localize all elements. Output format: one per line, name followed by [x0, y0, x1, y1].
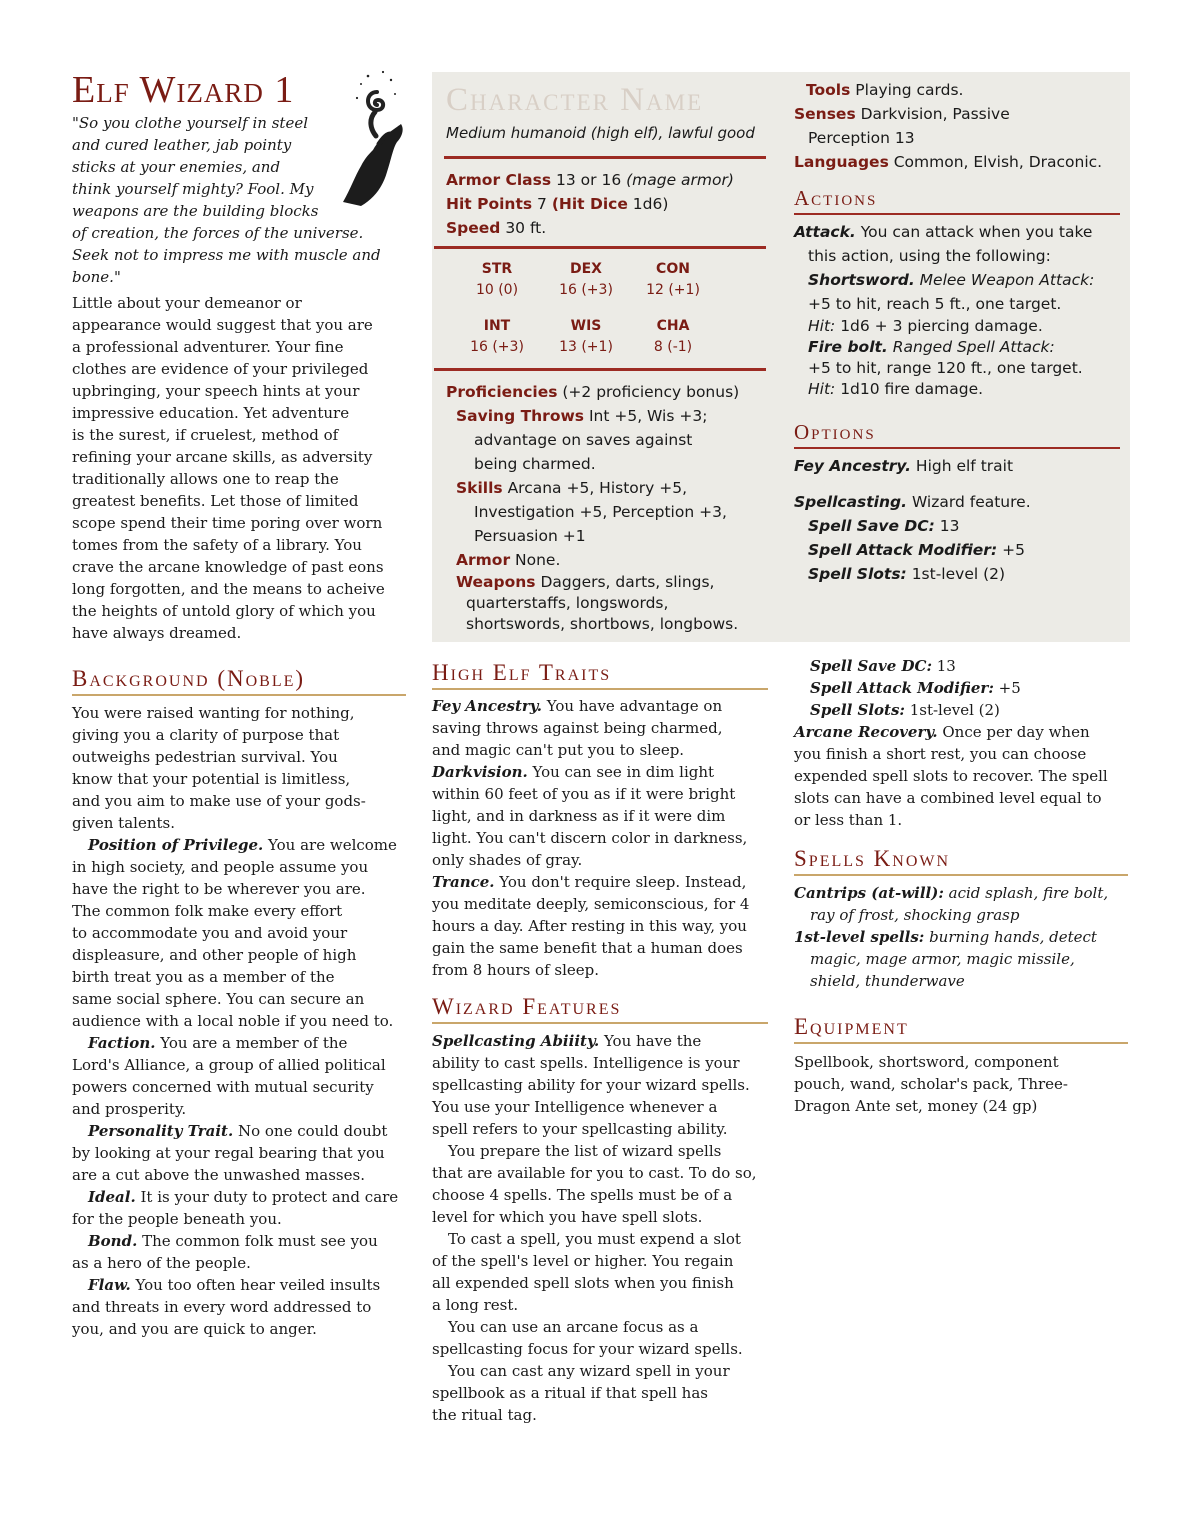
- saves-label: Saving Throws: [456, 407, 585, 425]
- ability-name: WIS: [570, 318, 602, 334]
- equipment-section: [794, 1051, 1134, 1117]
- skills-label: Skills: [456, 479, 503, 497]
- bond-label: Bond.: [88, 1232, 138, 1250]
- quote-line: "So you clothe yourself in steel: [72, 114, 309, 132]
- text-line: powers concerned with mutual security: [72, 1078, 374, 1096]
- trait-line: [72, 1120, 412, 1142]
- text-line: in high society, and people assume you: [72, 858, 369, 876]
- cantrips-line: [794, 882, 1134, 904]
- text-line: birth treat you as a member of the: [72, 968, 335, 986]
- ideal-text: It is your duty to protect and care: [135, 1188, 399, 1206]
- ability-score: 16 (+3): [559, 282, 613, 298]
- spell-slots-label: Spell Slots:: [808, 565, 907, 583]
- text-line: all expended spell slots when you finish: [432, 1274, 734, 1292]
- weapons-label: Weapons: [456, 573, 536, 591]
- shortsword-type: Melee Weapon Attack:: [914, 271, 1095, 289]
- ac-value: 13 or 16: [551, 171, 627, 189]
- ability-score: 16 (+3): [470, 339, 524, 355]
- spells-known-heading: Spells Known: [794, 846, 1128, 876]
- proficiencies: [446, 380, 739, 635]
- intro-paragraph: [72, 292, 412, 644]
- quote-line: Seek not to impress me with muscle and: [72, 246, 381, 264]
- first-level-list: burning hands, detect: [924, 928, 1097, 946]
- spell-slots-value: 1st-level (2): [906, 565, 1006, 583]
- text-line: and prosperity.: [72, 1100, 187, 1118]
- ability-str: [452, 258, 542, 300]
- attack-text: You can attack when you take: [855, 223, 1093, 241]
- text-line: this action, using the following:: [808, 247, 1051, 265]
- speed-value: 30 ft.: [500, 219, 547, 237]
- ability-name: STR: [481, 261, 513, 277]
- trait-text: No one could doubt: [233, 1122, 388, 1140]
- privilege-line: [72, 834, 412, 856]
- text-line: same social sphere. You can secure an: [72, 990, 365, 1008]
- darkvision-line: [432, 761, 772, 783]
- text-line: a long rest.: [432, 1296, 519, 1314]
- text-line: +5 to hit, range 120 ft., one target.: [808, 359, 1083, 377]
- spell-dc-value: 13: [934, 517, 960, 535]
- quote-line: think yourself mighty? Fool. My: [72, 180, 314, 198]
- spellcasting-continued: [794, 655, 1134, 831]
- darkvision-label: Darkvision.: [432, 763, 528, 781]
- privilege-label: Position of Privilege.: [88, 836, 264, 854]
- firebolt-line: [794, 337, 1094, 358]
- ability-name: INT: [483, 318, 511, 334]
- text-line: audience with a local noble if you need to.: [72, 1012, 394, 1030]
- spellcasting-ability-label: Spellcasting Abiiity.: [432, 1032, 600, 1050]
- text-line: is the surest, if cruelest, method of: [72, 426, 339, 444]
- text-line: traditionally allows one to reap the: [72, 470, 339, 488]
- attack-line: [794, 220, 1094, 244]
- ideal-label: Ideal.: [88, 1188, 136, 1206]
- text-line: gain the same benefit that a human does: [432, 939, 743, 957]
- quote-line: bone.": [72, 268, 121, 286]
- ideal-line: [72, 1186, 412, 1208]
- armor-line: [446, 548, 739, 572]
- ability-name: DEX: [570, 261, 602, 277]
- text-line: outweighs pedestrian survival. You: [72, 748, 338, 766]
- ability-score: 10 (0): [475, 282, 519, 298]
- actions-block: [794, 220, 1094, 400]
- text-line: ability to cast spells. Intelligence is your: [432, 1054, 740, 1072]
- text-line: Persuasion +1: [474, 527, 586, 545]
- hit-label: Hit:: [808, 380, 836, 398]
- spellcasting-label: Spellcasting.: [794, 493, 908, 511]
- fey-text: You have advantage on: [542, 697, 723, 715]
- prof-label: Proficiencies: [446, 383, 558, 401]
- text-line: scope spend their time poring over worn: [72, 514, 383, 532]
- trance-line: [432, 871, 772, 893]
- fey-ancestry-line: [794, 454, 1031, 478]
- spell-mod-line: [794, 538, 1031, 562]
- spell-dc-line: [794, 514, 1031, 538]
- quote-line: of creation, the forces of the universe.: [72, 224, 364, 242]
- text-line: spell refers to your spellcasting ability.: [432, 1120, 728, 1138]
- prof-value: (+2 proficiency bonus): [557, 383, 740, 401]
- text-line: Perception 13: [808, 129, 915, 147]
- fey-label: Fey Ancestry.: [794, 457, 911, 475]
- spell-mod-label: Spell Attack Modifier:: [808, 541, 998, 559]
- text-line: You use your Intelligence whenever a: [432, 1098, 718, 1116]
- firebolt-type: Ranged Spell Attack:: [887, 338, 1055, 356]
- languages-line: [794, 150, 1102, 174]
- divider: [444, 156, 766, 159]
- senses-block: [794, 78, 1102, 174]
- text-line: upbringing, your speech hints at your: [72, 382, 360, 400]
- divider: [434, 246, 766, 249]
- armor-value: None.: [510, 551, 561, 569]
- ac-label: Armor Class: [446, 171, 552, 189]
- skills-value: Arcana +5, History +5,: [502, 479, 688, 497]
- text-line: only shades of gray.: [432, 851, 583, 869]
- text-line: light. You can't discern color in darkness,: [432, 829, 748, 847]
- arcane-recovery-text: Once per day when: [937, 723, 1090, 741]
- high-elf-section: [432, 695, 772, 981]
- tools-value: Playing cards.: [850, 81, 964, 99]
- cantrips-list: acid splash, fire bolt,: [943, 884, 1109, 902]
- text-line: have always dreamed.: [72, 624, 242, 642]
- text-line: spellcasting focus for your wizard spells.: [432, 1340, 743, 1358]
- text-line: giving you a clarity of purpose that: [72, 726, 340, 744]
- spellcasting-line: [794, 490, 1031, 514]
- arcane-recovery-line: [794, 721, 1134, 743]
- darkvision-text: You can see in dim light: [527, 763, 715, 781]
- first-level-line: [794, 926, 1134, 948]
- character-name: Character Name: [446, 82, 704, 118]
- privilege-text: You are welcome: [263, 836, 397, 854]
- hit-points-line: [446, 192, 734, 216]
- spell-dc-line: [794, 655, 1134, 677]
- faction-label: Faction.: [88, 1034, 156, 1052]
- ability-con: [628, 258, 718, 300]
- weapons-value: Daggers, darts, slings,: [535, 573, 715, 591]
- text-line: ray of frost, shocking grasp: [810, 906, 1020, 924]
- quote-line: weapons are the building blocks: [72, 202, 319, 220]
- text-line: or less than 1.: [794, 811, 903, 829]
- text-line: are a cut above the unwashed masses.: [72, 1166, 365, 1184]
- text-line: Lord's Alliance, a group of allied political: [72, 1056, 386, 1074]
- spell-mod-line: [794, 677, 1134, 699]
- shortsword-hit-line: [794, 316, 1094, 337]
- hp-label: Hit Points: [446, 195, 533, 213]
- skills-line: [446, 476, 739, 500]
- text-line: have the right to be wherever you are.: [72, 880, 366, 898]
- spellcasting-ability-line: [432, 1030, 772, 1052]
- armor-class-line: [446, 168, 734, 192]
- languages-value: Common, Elvish, Draconic.: [888, 153, 1103, 171]
- background-section: [72, 702, 412, 1340]
- spell-slots-label: Spell Slots:: [810, 701, 905, 719]
- text-line: and you aim to make use of your gods-: [72, 792, 366, 810]
- cantrips-label: Cantrips (at-will):: [794, 884, 944, 902]
- ability-dex: [541, 258, 631, 300]
- spells-known-section: [794, 882, 1134, 992]
- spell-slots-value: 1st-level (2): [904, 701, 1000, 719]
- core-stats: [446, 168, 734, 240]
- text-line: You can cast any wizard spell in your: [448, 1362, 730, 1380]
- text-line: clothes are evidence of your privileged: [72, 360, 369, 378]
- text-line: you, and you are quick to anger.: [72, 1320, 317, 1338]
- text-line: hours a day. After resting in this way, you: [432, 917, 747, 935]
- text-line: tomes from the safety of a library. You: [72, 536, 362, 554]
- text-line: the ritual tag.: [432, 1406, 537, 1424]
- text-line: saving throws against being charmed,: [432, 719, 723, 737]
- text-line: Dragon Ante set, money (24 gp): [794, 1097, 1038, 1115]
- text-line: expended spell slots to recover. The spell: [794, 767, 1108, 785]
- trait-label: Personality Trait.: [88, 1122, 234, 1140]
- text-line: You were raised wanting for nothing,: [72, 704, 355, 722]
- ability-cha: [628, 315, 718, 357]
- shortsword-label: Shortsword.: [808, 271, 915, 289]
- attack-label: Attack.: [794, 223, 856, 241]
- text-line: light, and in darkness as if it were dim: [432, 807, 726, 825]
- text-line: a professional adventurer. Your fine: [72, 338, 344, 356]
- text-line: pouch, wand, scholar's pack, Three-: [794, 1075, 1068, 1093]
- hit-value: 1d10 fire damage.: [835, 380, 984, 398]
- text-line: the heights of untold glory of which you: [72, 602, 376, 620]
- fey-value: High elf trait: [910, 457, 1014, 475]
- ability-name: CON: [656, 261, 690, 277]
- text-line: and magic can't put you to sleep.: [432, 741, 685, 759]
- spell-mod-value: +5: [997, 541, 1025, 559]
- ac-note: (mage armor): [626, 171, 734, 189]
- text-line: Spellbook, shortsword, component: [794, 1053, 1059, 1071]
- quote-line: sticks at your enemies, and: [72, 158, 281, 176]
- spell-dc-value: 13: [932, 657, 956, 675]
- text-line: choose 4 spells. The spells must be of a: [432, 1186, 733, 1204]
- text-line: magic, mage armor, magic missile,: [810, 950, 1075, 968]
- text-line: by looking at your regal bearing that you: [72, 1144, 385, 1162]
- senses-label: Senses: [794, 105, 856, 123]
- quote-line: and cured leather, jab pointy: [72, 136, 292, 154]
- text-line: level for which you have spell slots.: [432, 1208, 703, 1226]
- flavor-quote: [72, 112, 402, 288]
- text-line: displeasure, and other people of high: [72, 946, 357, 964]
- ability-int: [452, 315, 542, 357]
- bond-line: [72, 1230, 412, 1252]
- text-line: To cast a spell, you must expend a slot: [448, 1230, 741, 1248]
- creature-type: Medium humanoid (high elf), lawful good: [446, 124, 755, 142]
- proficiency-line: [446, 380, 739, 404]
- hp-value: 7: [532, 195, 552, 213]
- armor-label: Armor: [456, 551, 511, 569]
- text-line: spellcasting ability for your wizard spells.: [432, 1076, 750, 1094]
- spacer: [794, 478, 1031, 490]
- tools-label: Tools: [806, 81, 851, 99]
- ability-score: 13 (+1): [559, 339, 613, 355]
- text-line: slots can have a combined level equal to: [794, 789, 1102, 807]
- text-line: you meditate deeply, semiconscious, for 4: [432, 895, 750, 913]
- spellcasting-ability-text: You have the: [599, 1032, 702, 1050]
- hit-value: 1d6 + 3 piercing damage.: [835, 317, 1043, 335]
- faction-text: You are a member of the: [155, 1034, 348, 1052]
- page-title: Elf Wizard 1: [72, 69, 295, 111]
- spell-slots-line: [794, 699, 1134, 721]
- senses-line: [794, 102, 1102, 126]
- spell-slots-line: [794, 562, 1031, 586]
- text-line: being charmed.: [474, 455, 596, 473]
- first-level-label: 1st-level spells:: [794, 928, 925, 946]
- faction-line: [72, 1032, 412, 1054]
- spell-mod-label: Spell Attack Modifier:: [810, 679, 994, 697]
- ability-score: 12 (+1): [646, 282, 700, 298]
- text-line: that are available for you to cast. To do so,: [432, 1164, 757, 1182]
- ability-score: 8 (-1): [653, 339, 693, 355]
- text-line: Investigation +5, Perception +3,: [474, 503, 727, 521]
- text-line: know that your potential is limitless,: [72, 770, 351, 788]
- tools-line: [794, 78, 1102, 102]
- text-line: You can use an arcane focus as a: [448, 1318, 699, 1336]
- equipment-heading: Equipment: [794, 1014, 1128, 1044]
- wizard-features-heading: Wizard Features: [432, 994, 768, 1024]
- high-elf-heading: High Elf Traits: [432, 660, 768, 690]
- text-line: of the spell's level or higher. You regain: [432, 1252, 734, 1270]
- ability-name: CHA: [656, 318, 690, 334]
- hit-dice-label: (Hit Dice: [551, 195, 628, 213]
- hit-dice-value: 1d6): [627, 195, 669, 213]
- spell-dc-label: Spell Save DC:: [808, 517, 935, 535]
- firebolt-label: Fire bolt.: [808, 338, 888, 356]
- text-line: shortswords, shortbows, longbows.: [466, 615, 739, 633]
- senses-value: Darkvision, Passive: [855, 105, 1010, 123]
- speed-label: Speed: [446, 219, 501, 237]
- fey-label: Fey Ancestry.: [432, 697, 543, 715]
- arcane-recovery-label: Arcane Recovery.: [794, 723, 938, 741]
- text-line: long forgotten, and the means to acheive: [72, 580, 385, 598]
- trance-text: You don't require sleep. Instead,: [494, 873, 747, 891]
- hit-label: Hit:: [808, 317, 836, 335]
- text-line: quarterstaffs, longswords,: [466, 594, 669, 612]
- text-line: +5 to hit, reach 5 ft., one target.: [808, 295, 1062, 313]
- actions-heading: Actions: [794, 186, 1120, 215]
- text-line: you finish a short rest, you can choose: [794, 745, 1087, 763]
- text-line: from 8 hours of sleep.: [432, 961, 600, 979]
- text-line: to accommodate you and avoid your: [72, 924, 348, 942]
- text-line: Little about your demeanor or: [72, 294, 302, 312]
- shortsword-line: [794, 268, 1094, 292]
- flaw-label: Flaw.: [88, 1276, 131, 1294]
- wizard-features-section: [432, 1030, 772, 1426]
- firebolt-hit-line: [794, 379, 1094, 400]
- text-line: crave the arcane knowledge of past eons: [72, 558, 384, 576]
- text-line: The common folk make every effort: [72, 902, 343, 920]
- spell-dc-label: Spell Save DC:: [810, 657, 932, 675]
- text-line: spellbook as a ritual if that spell has: [432, 1384, 708, 1402]
- text-line: shield, thunderwave: [810, 972, 965, 990]
- text-line: impressive education. Yet adventure: [72, 404, 350, 422]
- options-heading: Options: [794, 420, 1120, 449]
- background-heading: Background (Noble): [72, 666, 406, 696]
- trance-label: Trance.: [432, 873, 495, 891]
- saves-value: Int +5, Wis +3;: [584, 407, 708, 425]
- spell-mod-value: +5: [993, 679, 1021, 697]
- flaw-line: [72, 1274, 412, 1296]
- options-block: [794, 454, 1031, 586]
- bond-text: The common folk must see you: [137, 1232, 378, 1250]
- spellcasting-value: Wizard feature.: [907, 493, 1031, 511]
- weapons-line: [446, 572, 739, 593]
- divider: [434, 368, 766, 371]
- text-line: as a hero of the people.: [72, 1254, 251, 1272]
- text-line: within 60 feet of you as if it were bright: [432, 785, 736, 803]
- text-line: given talents.: [72, 814, 175, 832]
- text-line: appearance would suggest that you are: [72, 316, 373, 334]
- text-line: greatest benefits. Let those of limited: [72, 492, 359, 510]
- text-line: advantage on saves against: [474, 431, 693, 449]
- text-line: You prepare the list of wizard spells: [448, 1142, 722, 1160]
- text-line: and threats in every word addressed to: [72, 1298, 372, 1316]
- text-line: refining your arcane skills, as adversity: [72, 448, 373, 466]
- speed-line: [446, 216, 734, 240]
- text-line: for the people beneath you.: [72, 1210, 282, 1228]
- fey-line: [432, 695, 772, 717]
- saving-throws-line: [446, 404, 739, 428]
- languages-label: Languages: [794, 153, 889, 171]
- flaw-text: You too often hear veiled insults: [130, 1276, 381, 1294]
- ability-wis: [541, 315, 631, 357]
